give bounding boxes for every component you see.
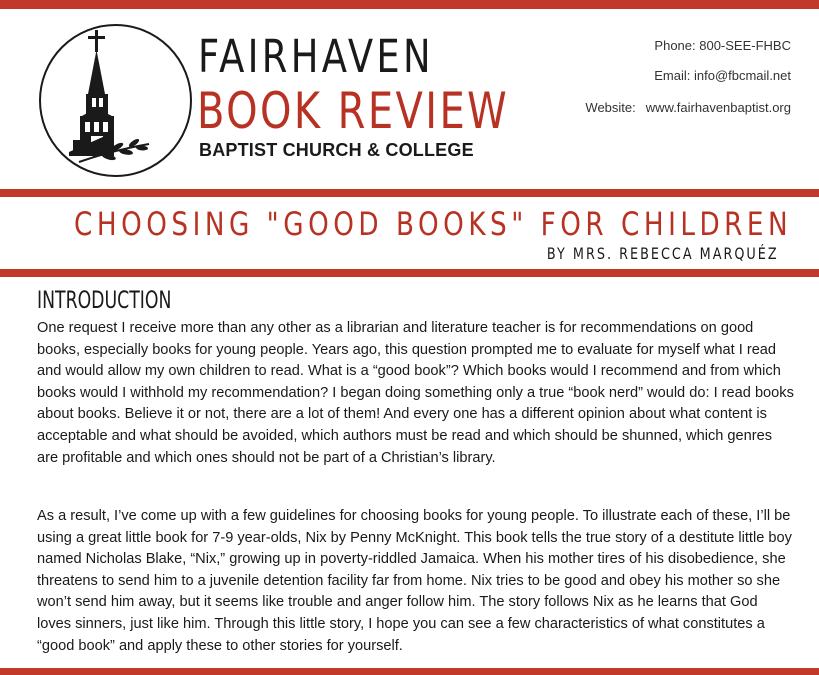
- contact-email: Email: info@fbcmail.net: [654, 68, 791, 83]
- title-divider-bar: [0, 269, 819, 277]
- brand-name-book-review: BOOK REVIEW: [197, 82, 510, 140]
- top-accent-bar: [0, 0, 819, 9]
- header-divider-bar: [0, 189, 819, 197]
- section-heading: INTRODUCTION: [37, 286, 172, 314]
- contact-phone: Phone: 800-SEE-FHBC: [654, 38, 791, 53]
- article-byline: BY MRS. REBECCA MARQUÉZ: [547, 244, 779, 263]
- bottom-accent-bar: [0, 668, 819, 675]
- brand-name-fairhaven: FAIRHAVEN: [198, 30, 434, 83]
- body-paragraph-2: As a result, I’ve come up with a few guidelines for choosing books for young people. To illustrate each of these, I’ll be using a great little book for 7-9 year-olds, Nix by Penny McKnight. This book tells the true story of a destitute little boy named Nicholas Blake, “Nix,” growing up in poverty-riddled Jamaica. When his mother tires of his disobedience, she threatens to send him to a juvenile detention facility far from home. Nix tries to be good and obey his mother so she won’t send him away, but it seems like trouble and anger follow him. The story follows Nix as he learns that God loves sinners, just like him. Through this little story, I hope you can see a few characteristics of what constitutes a “good book” and apply these to other stories for yourself.: [37, 508, 792, 654]
- article-title: CHOOSING "GOOD BOOKS" FOR CHILDREN: [74, 205, 793, 243]
- website-label: Website:: [585, 100, 636, 115]
- website-url: www.fairhavenbaptist.org: [645, 100, 791, 115]
- body-paragraph-1: One request I receive more than any other as a librarian and literature teacher is for recommendations on good books, especially books for young people. Years ago, this question prompted me to evaluate for myself what I read and would allow my own children to read. What is a “good book”? Which books would I recommend and from which books would I withhold my recommendation? I began doing something only a true “book nerd” would do: I read books about books. Believe it or not, there are a lot of them! And every one has a different opinion about what content is acceptable and what should be avoided, which authors must be read and which should be shunned, which genres are profitable and which ones should not be part of a Christian’s library.: [37, 320, 794, 466]
- steeple-logo-icon: [39, 24, 192, 177]
- contact-website: [585, 100, 791, 115]
- brand-subtitle: BAPTIST CHURCH & COLLEGE: [199, 140, 474, 160]
